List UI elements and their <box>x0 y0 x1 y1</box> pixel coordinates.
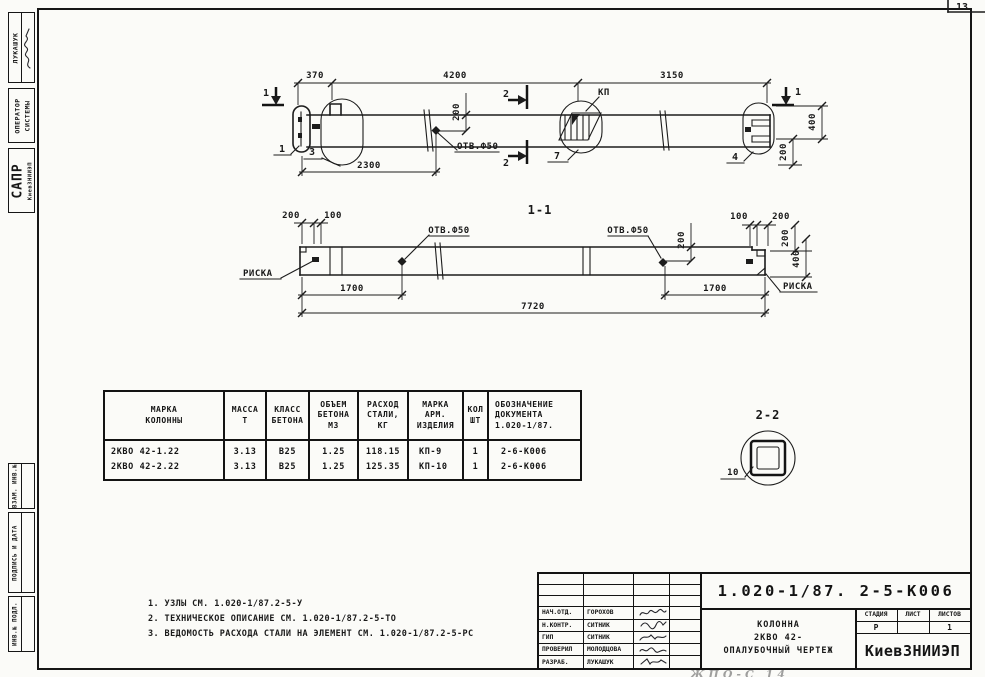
handwritten-stamp-note: ЖПО-С 14 <box>690 668 789 677</box>
stamp-podpis-data <box>8 512 35 593</box>
signature-scribble <box>634 620 670 632</box>
cut-mark-1-left: 1 <box>262 88 270 99</box>
role-label: Н.КОНТР. <box>539 620 584 632</box>
mesh-balloon <box>560 101 602 153</box>
header-cell-kol: КОЛ ШТ <box>464 392 489 441</box>
dim-hole-offset: 200 <box>452 103 462 121</box>
dim-7720: 7720 <box>521 302 545 312</box>
stamp-system-org: КиевЗНИИЭП <box>27 161 34 200</box>
note-2: 2. ТЕХНИЧЕСКОЕ ОПИСАНИЕ СМ. 1.020-1/87.2-5-ТО <box>148 614 397 624</box>
stamp-inv-label: ИНВ.№ ПОДЛ. <box>12 602 19 646</box>
drawing-subject: КОЛОННА 2КВО 42- ОПАЛУБОЧНЫЙ ЧЕРТЕЖ <box>702 608 857 668</box>
dim-v200-right: 200 <box>677 231 687 249</box>
dim-l200: 200 <box>282 211 300 221</box>
page-number-box <box>948 0 985 13</box>
section-1-1-view <box>240 203 817 317</box>
dim-3150: 3150 <box>660 71 684 81</box>
header-cell-obyem: ОБЪЕМ БЕТОНА М3 <box>310 392 359 441</box>
role-name: СИТНИК <box>584 632 634 644</box>
title-block <box>537 572 972 670</box>
riska-label-left: РИСКА <box>243 269 273 279</box>
organization-name: КиевЗНИИЭП <box>864 641 961 660</box>
cut-mark-2-top: 2 <box>502 89 510 100</box>
dim-v200r: 200 <box>781 229 791 247</box>
note-1: 1. УЗЛЫ СМ. 1.020-1/87.2-5-У <box>148 599 303 609</box>
signature-scribble <box>634 644 670 656</box>
role-name: ЛУКАШУК <box>584 656 634 668</box>
role-label: ПРОВЕРИЛ <box>539 644 584 656</box>
dim-r200: 200 <box>772 212 790 222</box>
notes-list <box>148 597 474 642</box>
body-cell-marka: 2КВО 42-1.22 2КВО 42-2.22 <box>105 441 225 479</box>
stamp-operator-line1: ОПЕРАТОР <box>13 97 22 134</box>
header-cell-oboznachenie: ОБОЗНАЧЕНИЕ ДОКУМЕНТА 1.020-1/87. <box>489 392 580 441</box>
signature-scribble <box>634 607 670 619</box>
role-name: ГОРОХОВ <box>584 607 634 619</box>
role-name: МОЛОДЦОВА <box>584 644 634 656</box>
cut-mark-2-bottom: 2 <box>502 158 510 169</box>
body-cell-kol: 1 1 <box>464 441 489 479</box>
header-cell-marka: МАРКА КОЛОННЫ <box>105 392 225 441</box>
stamp-author-label: ЛУКАШУК <box>11 32 20 63</box>
stamp-operator <box>8 88 35 143</box>
dim-end-200: 200 <box>779 143 789 161</box>
document-number: 1.020-1/87. 2-5-К006 <box>702 574 970 610</box>
stamp-vzam-inv <box>8 463 35 509</box>
section-1-1-title: 1-1 <box>527 203 553 217</box>
hole-label-right: ОТВ.Ф50 <box>607 226 649 236</box>
sheet-label: ЛИСТ <box>897 608 930 622</box>
dim-370: 370 <box>306 71 324 81</box>
callout-4: 4 <box>731 152 739 163</box>
dim-1700-left: 1700 <box>340 284 364 294</box>
stamp-system <box>8 148 35 213</box>
stamp-inv-podl <box>8 596 35 652</box>
header-cell-rashod: РАСХОД СТАЛИ, КГ <box>359 392 409 441</box>
hole-label-left: ОТВ.Ф50 <box>428 226 470 236</box>
body-cell-obyem: 1.25 1.25 <box>310 441 359 479</box>
dim-r100: 100 <box>730 212 748 222</box>
header-cell-massa: МАССА Т <box>225 392 267 441</box>
role-label: РАЗРАБ. <box>539 656 584 668</box>
author-signature <box>23 27 35 69</box>
section-2-2-view <box>721 408 795 485</box>
stage-value: Р <box>855 621 898 634</box>
riska-label-right: РИСКА <box>783 282 813 292</box>
dim-end-400: 400 <box>808 113 818 131</box>
body-cell-oboznachenie: 2-6-К006 2-6-К006 <box>501 447 547 472</box>
body-cell-klass: В25 В25 <box>267 441 310 479</box>
signature-scribble <box>634 656 670 668</box>
role-name: СИТНИК <box>584 620 634 632</box>
hole-label: ОТВ.Ф50 <box>457 142 499 152</box>
stamp-vzam-label: ВЗАМ. ИНВ.№ <box>12 464 19 508</box>
body-cell-massa: 3.13 3.13 <box>225 441 267 479</box>
section-2-2-title: 2-2 <box>755 408 781 422</box>
page-number: 13 <box>956 2 969 13</box>
stamp-operator-line2: СИСТЕМЫ <box>23 100 32 131</box>
cut-mark-1-right: 1 <box>794 87 802 98</box>
stamp-system-name: САПР <box>10 162 26 199</box>
role-label: ГИП <box>539 632 584 644</box>
header-cell-klass: КЛАСС БЕТОНА <box>267 392 310 441</box>
dim-l100: 100 <box>324 211 342 221</box>
dim-4200: 4200 <box>443 71 467 81</box>
callout-10: 10 <box>727 468 739 478</box>
console-balloon <box>321 99 363 165</box>
stamp-podpis-label: ПОДПИСЬ И ДАТА <box>12 524 19 581</box>
dim-v400: 400 <box>792 250 802 268</box>
mesh-label: КП <box>598 88 610 98</box>
role-label: НАЧ.ОТД. <box>539 607 584 619</box>
title-block-roles-grid <box>539 574 702 668</box>
stage-label: СТАДИЯ <box>855 608 898 622</box>
spec-table-header-row <box>105 392 580 441</box>
stamp-author <box>8 12 35 83</box>
callout-1: 1 <box>278 144 286 155</box>
sheets-value: 1 <box>929 621 970 634</box>
note-3: 3. ВЕДОМОСТЬ РАСХОДА СТАЛИ НА ЭЛЕМЕНТ СМ. 1.020-1/87.2-5-РС <box>148 629 474 639</box>
spec-table-body <box>105 441 580 479</box>
column-spec-table <box>103 390 582 481</box>
elevation-view <box>262 71 828 176</box>
body-cell-rashod: 118.15 125.35 <box>359 441 409 479</box>
signature-scribble <box>634 632 670 644</box>
dim-1700-right: 1700 <box>703 284 727 294</box>
dim-2300: 2300 <box>357 161 381 171</box>
sheets-label: ЛИСТОВ <box>929 608 970 622</box>
callout-3: 3 <box>308 147 316 158</box>
header-cell-arm: МАРКА АРМ. ИЗДЕЛИЯ <box>409 392 464 441</box>
body-cell-arm: КП-9 КП-10 <box>409 441 464 479</box>
callout-7: 7 <box>553 151 561 162</box>
